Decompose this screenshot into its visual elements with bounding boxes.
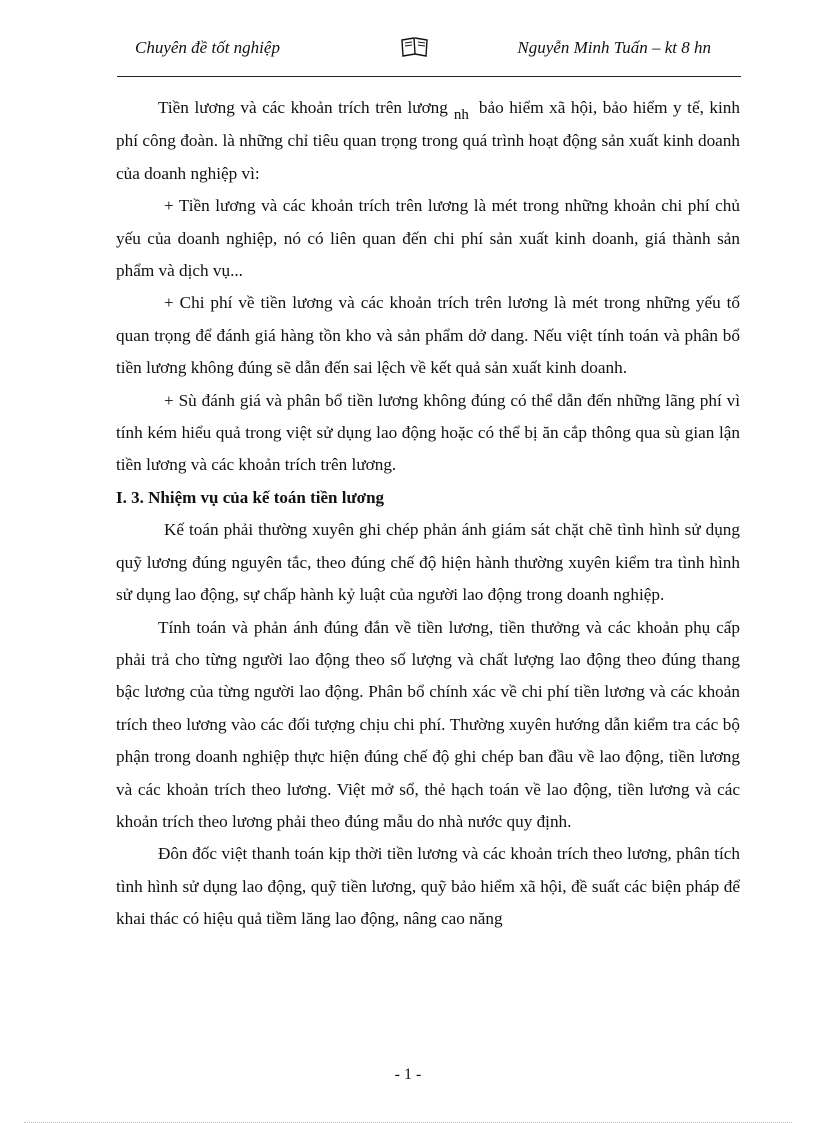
paragraph-point-2: + Chi phí về tiền lương và các khoản trích trên lương là mét trong những yếu tố quan trọng để đánh giá hàng tồn kho và sản phẩm dở dang. Nếu việt tính toán và phân bổ tiền lương không đúng sẽ dẫn đến sai lệch về kết quả sản xuất kinh doanh.	[116, 293, 740, 378]
paragraph-intro	[116, 92, 740, 190]
header-divider	[117, 76, 741, 77]
book-icon	[400, 36, 430, 58]
paragraph-intro-text-b: bảo hiểm xã hội, bảo hiểm y tế, kinh phí công đoàn. là những chỉ tiêu quan trọng trong quá trình hoạt động sản xuất kinh doanh của doanh nghiệp vì:	[116, 98, 740, 183]
header-title: Chuyên đề tốt nghiệp	[135, 38, 280, 57]
paragraph-intro-subscript: nh	[453, 107, 469, 123]
paragraph-intro-text-a: Tiền lương và các khoản trích trên lương	[158, 98, 448, 117]
paragraph-task-1: Kế toán phải thường xuyên ghi chép phản ánh giám sát chặt chẽ tình hình sử dụng quỹ lương đúng nguyên tắc, theo đúng chế độ hiện hành thường xuyên kiểm tra tình hình sử dụng lao động, sự chấp hành kỷ luật của người lao động trong doanh nghiệp.	[116, 520, 740, 605]
paragraph-task-3: Đôn đốc việt thanh toán kịp thời tiền lương và các khoản trích theo lương, phân tích tình hình sử dụng lao động, quỹ tiền lương, quỹ bảo hiểm xã hội, đề suất các biện pháp để khai thác có hiệu quả tiềm lăng lao động, nâng cao năng	[116, 844, 740, 929]
header-author: Nguyễn Minh Tuấn – kt 8 hn	[517, 38, 711, 57]
page-number: - 1 -	[394, 1066, 422, 1083]
document-body	[116, 92, 740, 936]
page-header	[117, 36, 741, 64]
paragraph-point-1: + Tiền lương và các khoản trích trên lương là mét trong những khoản chi phí chủ yếu của doanh nghiệp, nó có liên quan đến chi phí sản xuất kinh doanh, giá thành sản phẩm và dịch vụ...	[116, 196, 740, 281]
paragraph-point-3: + Sù đánh giá và phân bổ tiền lương không đúng có thể dẫn đến những lãng phí vì tính kém hiểu quả trong việt sử dụng lao động hoặc có thể bị ăn cắp thông qua sù gian lận tiền lương và các khoản trích trên lương.	[116, 390, 740, 475]
paragraph-task-2: Tính toán và phản ánh đúng đắn về tiền lương, tiền thưởng và các khoản phụ cấp phải trả cho từng người lao động theo số lượng và chất lượng lao động theo đúng thang bậc lương của từng người lao động. Phân bổ chính xác về chi phí tiền lương và các khoản trích theo lương vào các đối tượng chịu chi phí. Thường xuyên hướng dẫn kiểm tra các bộ phận trong doanh nghiệp thực hiện đúng chế độ ghi chép ban đầu về lao động, tiền lương và các khoản trích theo lương. Việt mở sổ, thẻ hạch toán về lao động, tiền lương và các khoản trích theo lương phải theo đúng mẫu do nhà nước quy định.	[116, 617, 740, 831]
section-heading: I. 3. Nhiệm vụ của kế toán tiền lương	[116, 487, 385, 507]
